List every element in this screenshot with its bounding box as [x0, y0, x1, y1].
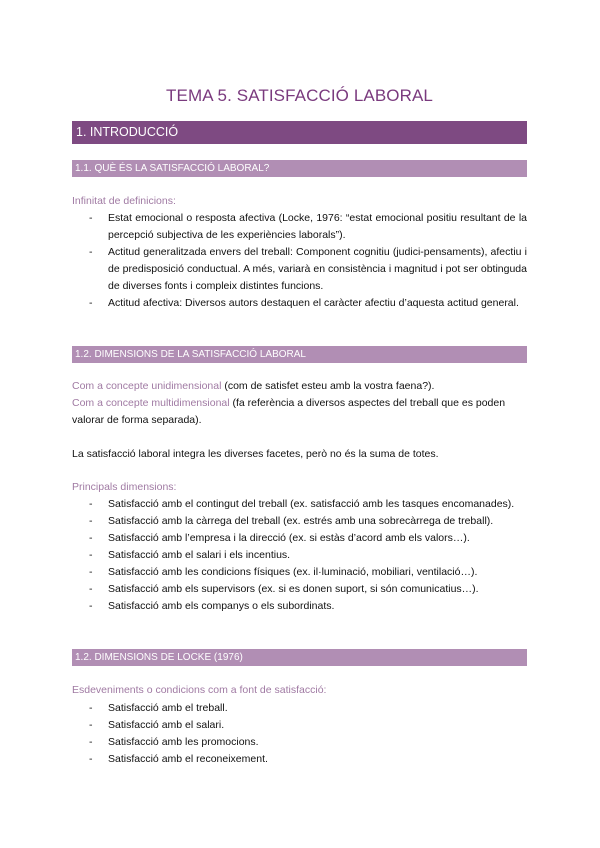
bullet-dash: -: [89, 212, 93, 224]
bullet-dash: -: [89, 600, 93, 612]
list-item: - Satisfacció amb la càrrega del treball (ex. estrés amb una sobrecàrrega de treball).: [72, 513, 527, 530]
unidimensional-label: Com a concepte unidimensional: [72, 380, 222, 392]
locke-label: Esdeveniments o condicions com a font de satisfacció:: [72, 684, 327, 696]
bullet-dash: -: [89, 549, 93, 561]
locke-list: [72, 700, 527, 768]
bullet-dash: -: [89, 566, 93, 578]
bullet-dash: -: [89, 753, 93, 765]
list-item: - Satisfacció amb les condicions físiques (ex. il·luminació, mobiliari, ventilació…).: [72, 564, 527, 581]
list-item: - Actitud generalitzada envers del treball: Component cognitiu (judici-pensaments), afectiu i de predisposició conductual. A més, variarà en consistència i magnitud i pot ser obtinguda de diverses fonts i compleix distintes funcions.: [89, 246, 527, 292]
definitions-list: [72, 210, 527, 312]
list-item: - Satisfacció amb el salari i els incentius.: [72, 547, 527, 564]
subsection-heading-dimensions: 1.2. DIMENSIONS DE LA SATISFACCIÓ LABORAL: [72, 346, 527, 363]
list-item: - Satisfacció amb el contingut del treball (ex. satisfacció amb les tasques encomanades).: [72, 496, 527, 513]
list-item: - Satisfacció amb els supervisors (ex. si es donen suport, si són comunicatius…).: [72, 581, 527, 598]
bullet-dash: -: [89, 532, 93, 544]
dimensions-list: [72, 496, 527, 615]
list-item: - Satisfacció amb les promocions.: [72, 734, 527, 751]
list-item: - Satisfacció amb el treball.: [72, 700, 527, 717]
integration-paragraph: La satisfacció laboral integra les diverses facetes, però no és la suma de totes.: [72, 448, 439, 460]
multidimensional-label: Com a concepte multidimensional: [72, 397, 230, 409]
page-title: TEMA 5. SATISFACCIÓ LABORAL: [166, 86, 433, 105]
bullet-dash: -: [89, 246, 93, 258]
section-heading-introduccio: 1. INTRODUCCIÓ: [72, 121, 527, 144]
bullet-dash: -: [89, 583, 93, 595]
list-item: - Estat emocional o resposta afectiva (Locke, 1976: “estat emocional positiu resultant de la percepció subjectiva de les experiències laborals”).: [89, 212, 527, 241]
bullet-dash: -: [89, 297, 93, 309]
list-item: - Satisfacció amb el reconeixement.: [72, 751, 527, 768]
subsection-heading-que-es: 1.1. QUÈ ÉS LA SATISFACCIÓ LABORAL?: [72, 160, 527, 177]
bullet-dash: -: [89, 498, 93, 510]
list-item: - Satisfacció amb el salari.: [72, 717, 527, 734]
bullet-dash: -: [89, 736, 93, 748]
list-item: - Satisfacció amb els companys o els subordinats.: [72, 598, 527, 615]
multidimensional-line: Com a concepte multidimensional (fa referència a diversos aspectes del treball que es poden valorar de forma separada).: [72, 397, 506, 426]
bullet-dash: -: [89, 702, 93, 714]
list-item: - Actitud afectiva: Diversos autors destaquen el caràcter afectiu d’aquesta actitud general.: [72, 295, 527, 312]
definitions-label: Infinitat de definicions:: [72, 195, 176, 207]
list-item: - Satisfacció amb l’empresa i la direcció (ex. si estàs d’acord amb els valors…).: [72, 530, 527, 547]
dimensions-label: Principals dimensions:: [72, 481, 177, 493]
subsection-heading-locke: 1.2. DIMENSIONS DE LOCKE (1976): [72, 649, 527, 666]
unidimensional-line: Com a concepte unidimensional (com de satisfet esteu amb la vostra faena?).: [72, 380, 435, 392]
bullet-dash: -: [89, 515, 93, 527]
bullet-dash: -: [89, 719, 93, 731]
